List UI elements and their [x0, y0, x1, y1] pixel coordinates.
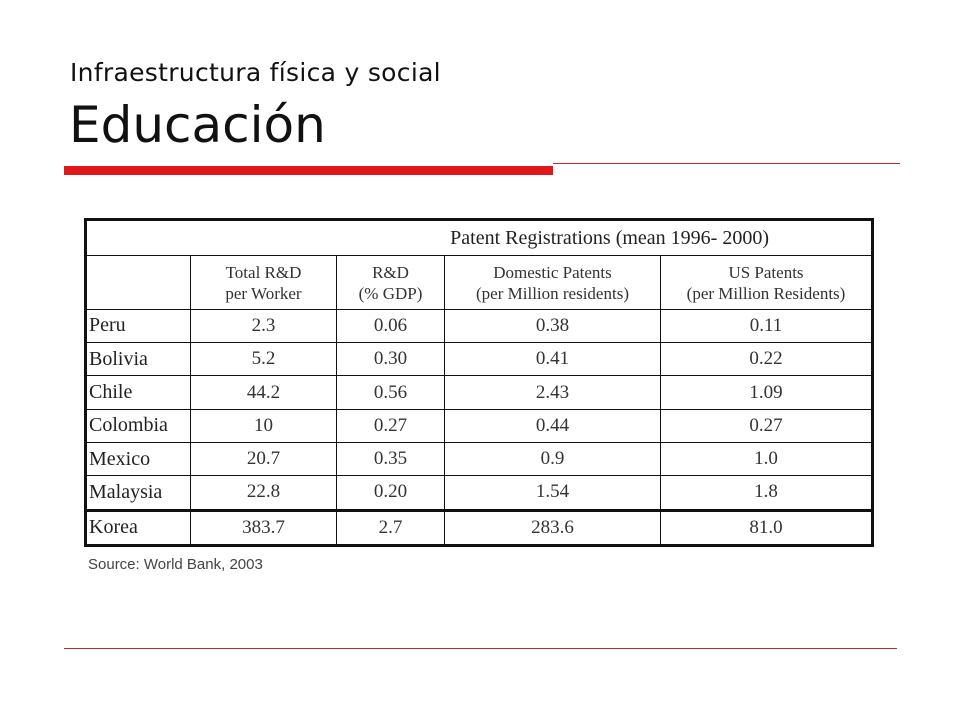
row-country: Chile: [87, 376, 191, 409]
slide-subtitle: Infraestructura física y social: [70, 58, 441, 87]
table-row: [87, 476, 872, 510]
title-accent-bar: [64, 166, 553, 175]
cell-total-rd: 10: [191, 409, 337, 442]
table-row: [87, 510, 872, 544]
column-header-domestic-patents: Domestic Patents (per Million residents): [445, 256, 661, 309]
column-header-us-patents: US Patents (per Million Residents): [661, 256, 872, 309]
cell-domestic-patents: 0.38: [445, 309, 661, 342]
cell-us-patents: 0.22: [661, 343, 872, 376]
table-corner-cell: [87, 256, 191, 309]
cell-rd-gdp: 0.27: [337, 409, 445, 442]
title-divider-line: [553, 163, 900, 164]
table-group-header-row: [87, 221, 872, 256]
table-source-note: Source: World Bank, 2003: [88, 556, 263, 573]
cell-us-patents: 0.11: [661, 309, 872, 342]
cell-rd-gdp: 0.06: [337, 309, 445, 342]
cell-total-rd: 383.7: [191, 510, 337, 544]
column-header-rd-gdp: R&D (% GDP): [337, 256, 445, 309]
cell-domestic-patents: 0.41: [445, 343, 661, 376]
table-row: [87, 409, 872, 442]
cell-total-rd: 2.3: [191, 309, 337, 342]
cell-domestic-patents: 0.9: [445, 442, 661, 475]
table-row: [87, 376, 872, 409]
column-header-total-rd: Total R&D per Worker: [191, 256, 337, 309]
cell-rd-gdp: 0.35: [337, 442, 445, 475]
cell-us-patents: 1.8: [661, 476, 872, 510]
table-group-title: Patent Registrations (mean 1996- 2000): [87, 221, 872, 256]
table-row: [87, 343, 872, 376]
patent-table: [84, 218, 874, 547]
slide-title: Educación: [69, 96, 326, 154]
cell-domestic-patents: 0.44: [445, 409, 661, 442]
cell-rd-gdp: 0.30: [337, 343, 445, 376]
row-country: Mexico: [87, 442, 191, 475]
cell-total-rd: 44.2: [191, 376, 337, 409]
table-row: [87, 309, 872, 342]
cell-total-rd: 22.8: [191, 476, 337, 510]
row-country: Colombia: [87, 409, 191, 442]
cell-rd-gdp: 0.20: [337, 476, 445, 510]
row-country: Korea: [87, 510, 191, 544]
footer-divider-line: [64, 648, 897, 649]
cell-us-patents: 81.0: [661, 510, 872, 544]
table-row: [87, 442, 872, 475]
cell-rd-gdp: 2.7: [337, 510, 445, 544]
row-country: Malaysia: [87, 476, 191, 510]
row-country: Peru: [87, 309, 191, 342]
cell-rd-gdp: 0.56: [337, 376, 445, 409]
cell-domestic-patents: 2.43: [445, 376, 661, 409]
cell-total-rd: 5.2: [191, 343, 337, 376]
cell-us-patents: 0.27: [661, 409, 872, 442]
table-column-header-row: [87, 256, 872, 309]
cell-domestic-patents: 283.6: [445, 510, 661, 544]
cell-total-rd: 20.7: [191, 442, 337, 475]
cell-us-patents: 1.09: [661, 376, 872, 409]
cell-us-patents: 1.0: [661, 442, 872, 475]
cell-domestic-patents: 1.54: [445, 476, 661, 510]
row-country: Bolivia: [87, 343, 191, 376]
